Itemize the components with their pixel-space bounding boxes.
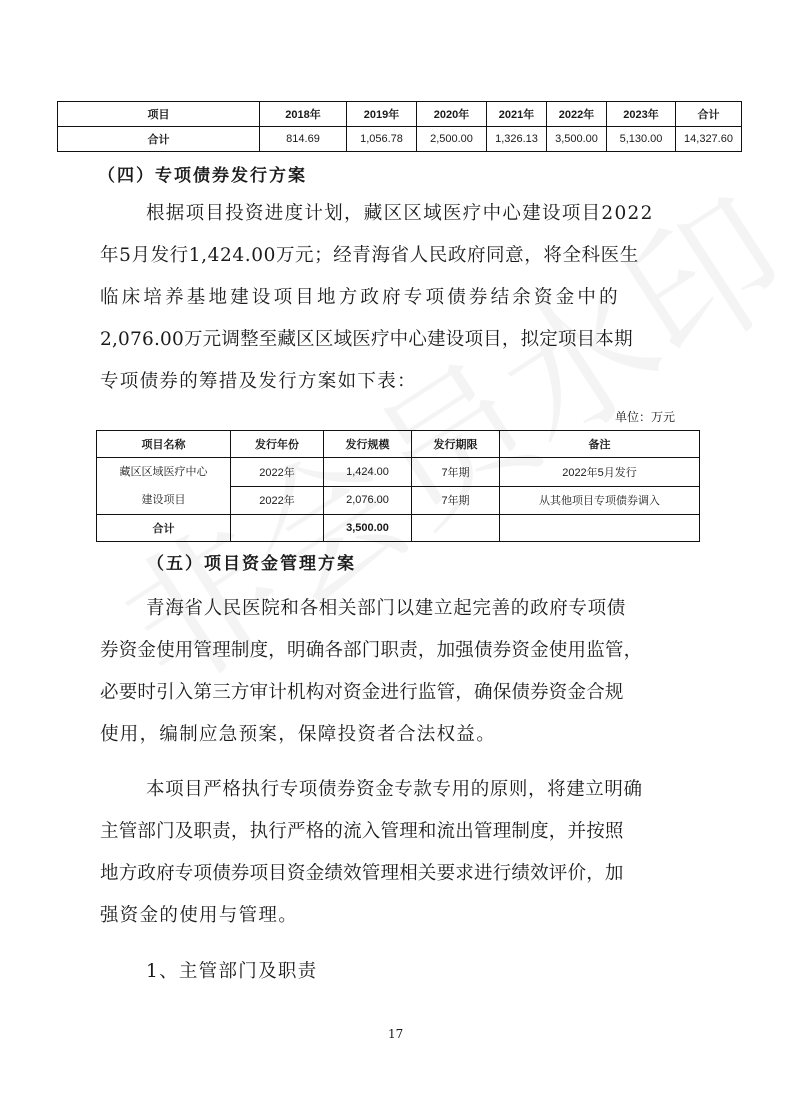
table-header-cell: 发行期限 <box>412 431 500 458</box>
table-cell: 1,424.00 <box>324 458 412 487</box>
table-cell: 3,500.00 <box>324 515 412 542</box>
table-header-cell: 2018年 <box>260 102 347 127</box>
table-cell: 合计 <box>58 127 260 152</box>
paragraph <box>100 199 700 399</box>
table-cell: 2,500.00 <box>417 127 487 152</box>
paragraph-line: 必要时引入第三方审计机构对资金进行监管，确保债券资金合规 <box>100 682 624 703</box>
table-header-cell: 2022年 <box>547 102 607 127</box>
paragraph <box>100 594 700 754</box>
project-name-line: 建设项目 <box>141 494 186 506</box>
section-heading: （四）专项债券发行方案 <box>98 166 307 186</box>
table-cell: 814.69 <box>260 127 347 152</box>
paragraph-line: 地方政府专项债券项目资金绩效管理相关要求进行绩效评价，加 <box>100 863 624 884</box>
table-header-cell: 2019年 <box>347 102 417 127</box>
paragraph-line: 强资金的使用与管理。 <box>100 905 299 926</box>
paragraph-line: 临床培养基地建设项目地方政府专项债券结余资金中的 <box>100 287 621 308</box>
table-total-row <box>97 515 700 542</box>
table-header-cell: 2020年 <box>417 102 487 127</box>
table-header-cell: 2021年 <box>487 102 547 127</box>
table-header-cell: 发行规模 <box>324 431 412 458</box>
table-header-row <box>58 102 742 127</box>
paragraph-line: 主管部门及职责，执行严格的流入管理和流出管理制度，并按照 <box>100 821 624 842</box>
table-cell: 1,056.78 <box>347 127 417 152</box>
table-cell <box>500 515 700 542</box>
table-cell: 3,500.00 <box>547 127 607 152</box>
table-cell: 7年期 <box>412 486 500 515</box>
table-cell: 2022年 <box>231 458 324 487</box>
annual-investment-table <box>57 101 742 152</box>
paragraph-line: 根据项目投资进度计划，藏区区域医疗中心建设项目2022 <box>146 203 654 224</box>
paragraph <box>100 775 700 935</box>
paragraph-line: 券资金使用管理制度，明确各部门职责，加强债券资金使用监管， <box>100 640 643 661</box>
table-header-cell: 项目名称 <box>97 431 231 458</box>
table-header-cell: 备注 <box>500 431 700 458</box>
table-header-cell: 发行年份 <box>231 431 324 458</box>
section-heading: （五）项目资金管理方案 <box>147 554 356 574</box>
table-cell: 2022年5月发行 <box>500 458 700 487</box>
table-header-cell: 项目 <box>58 102 260 127</box>
unit-label: 单位：万元 <box>615 410 676 424</box>
table-cell: 5,130.00 <box>607 127 676 152</box>
table-row <box>97 458 700 487</box>
paragraph-line: 2,076.00万元调整至藏区区域医疗中心建设项目，拟定项目本期 <box>100 329 633 350</box>
project-name-cell <box>97 458 231 515</box>
paragraph-line: 专项债券的筹措及发行方案如下表： <box>100 371 417 392</box>
paragraph-line: 本项目严格执行专项债券资金专款专用的原则，将建立明确 <box>146 779 643 800</box>
table-header-row <box>97 431 700 458</box>
table-cell: 从其他项目专项债券调入 <box>500 486 700 515</box>
subsection-heading: 1、主管部门及职责 <box>146 961 318 982</box>
table-cell <box>231 515 324 542</box>
table-row <box>58 127 742 152</box>
paragraph-line: 年5月发行1,424.00万元；经青海省人民政府同意，将全科医生 <box>100 245 639 266</box>
table-header-cell: 合计 <box>676 102 742 127</box>
table-cell: 14,327.60 <box>676 127 742 152</box>
page-number: 17 <box>388 1027 404 1041</box>
table-cell: 7年期 <box>412 458 500 487</box>
table-cell: 1,326.13 <box>487 127 547 152</box>
table-header-cell: 2023年 <box>607 102 676 127</box>
table-cell: 2022年 <box>231 486 324 515</box>
project-name-line: 藏区区域医疗中心 <box>119 466 208 478</box>
paragraph-line: 青海省人民医院和各相关部门以建立起完善的政府专项债 <box>146 598 627 619</box>
paragraph-line: 使用，编制应急预案，保障投资者合法权益。 <box>100 724 497 745</box>
table-cell <box>412 515 500 542</box>
bond-issuance-table <box>96 430 700 542</box>
table-cell: 2,076.00 <box>324 486 412 515</box>
table-cell: 合计 <box>97 515 231 542</box>
